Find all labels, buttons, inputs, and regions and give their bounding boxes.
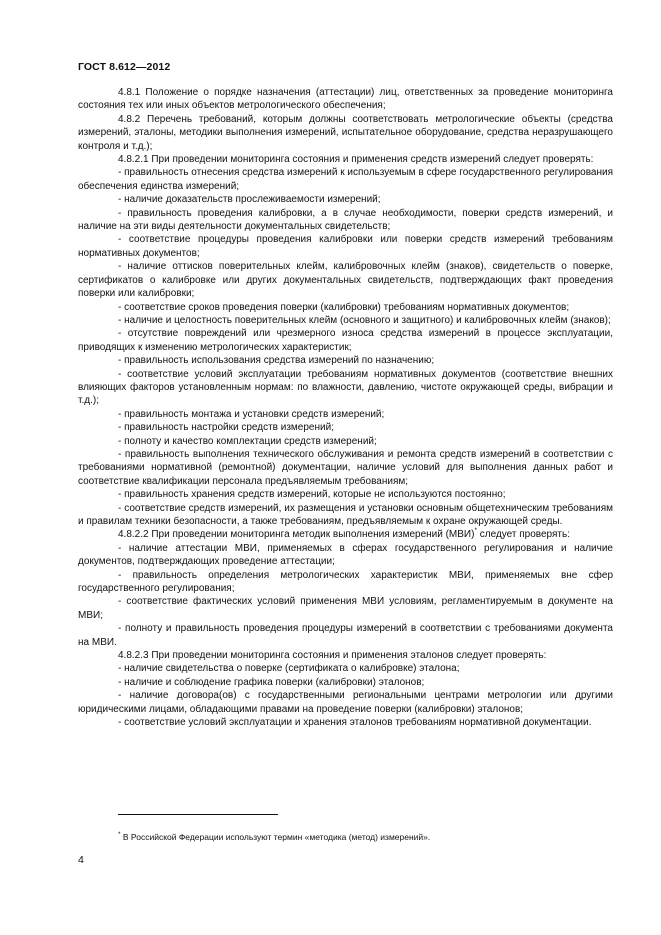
list-item: - наличие и соблюдение графика поверки (калибровки) эталонов; [118, 676, 425, 688]
paragraph-mvi-end: следует проверять: [476, 529, 570, 541]
list-item: - соответствие сроков проведения поверки (калибровки) требованиям нормативных документов; [118, 301, 570, 313]
document-header: ГОСТ 8.612—2012 [78, 61, 171, 73]
footnote [118, 829, 430, 843]
page-number: 4 [78, 854, 84, 866]
list-item: - правильность отнесения средства измерений к используемым в сфере государственного регулирования обеспечения единства измерений; [78, 167, 613, 192]
footnote-divider [118, 814, 278, 815]
paragraph: 4.8.2.3 При проведении мониторинга состояния и применения эталонов следует проверять: [118, 650, 547, 662]
footnote-text: В Российской Федерации используют термин «методика (метод) измерений». [120, 831, 431, 842]
list-item: - правильность выполнения технического обслуживания и ремонта средств измерений в соответствии с требованиями нормативной (ремонтной) документации, наличие условий для выполнения данных работ и соответствие квалификации персонала предъявляемым требованиям; [78, 448, 613, 487]
list-item: - правильность определения метрологических характеристик МВИ, применяемых вне сфер государственного регулирования; [78, 569, 613, 595]
footnote-mark: * [118, 831, 121, 838]
list-item: - наличие доказательств прослеживаемости измерений; [118, 194, 381, 206]
list-item: - соответствие средств измерений, их размещения и установки основным общетехническим требованиям и правилам техники безопасности, а также требованиям, предъявляемым к охране окружающей среды. [78, 502, 613, 527]
list-item: - наличие и целостность поверительных клейм (основного и защитного) и калибровочных клейм (знаков); [118, 314, 611, 326]
paragraph: 4.8.1 Положение о порядке назначения (аттестации) лиц, ответственных за проведение мониторинга состояния тех или иных объектов метрологического обеспечения; [78, 87, 613, 112]
list-item: - отсутствие повреждений или чрезмерного износа средства измерений в процессе эксплуатации, приводящих к изменению метрологических характеристик; [78, 328, 613, 353]
list-item: - наличие свидетельства о поверке (сертификата о калибровке) эталона; [118, 663, 460, 675]
main-text [78, 86, 613, 730]
paragraph: 4.8.2 Перечень требований, которым должны соответствовать метрологические объекты (средства измерений, эталоны, методики выполнения измерений, испытательное оборудование, средства неразрушающего контроля и т.д.); [78, 113, 613, 152]
list-item: - полноту и правильность проведения процедуры измерений в соответствии с требованиями документа на МВИ. [78, 623, 613, 648]
paragraph: 4.8.2.1 При проведении мониторинга состояния и применения средств измерений следует проверять: [118, 154, 594, 166]
list-item: - правильность настройки средств измерений; [118, 422, 334, 434]
list-item: - соответствие фактических условий применения МВИ условиям, регламентируемым в документе на МВИ; [78, 596, 613, 621]
list-item: - правильность хранения средств измерений, которые не используются постоянно; [118, 489, 506, 501]
list-item: - соответствие условий эксплуатации и хранения эталонов требованиям нормативной документации. [118, 717, 592, 729]
list-item: - правильность монтажа и установки средств измерений; [118, 408, 385, 420]
list-item: - правильность проведения калибровки, а в случае необходимости, поверки средств измерений, и наличие на эти виды деятельности документальных свидетельств; [78, 207, 613, 233]
footnote-reference[interactable]: * [474, 527, 477, 535]
list-item: - наличие оттисков поверительных клейм, калибровочных клейм (знаков), свидетельств о поверке, сертификатов о калибровке или других документальных свидетельств, подтверждающих факт проведения поверки или калибровки; [78, 261, 613, 300]
list-item: - правильность использования средства измерений по назначению; [118, 355, 435, 367]
list-item: - наличие договора(ов) с государственными региональными центрами метрологии или другими юридическими лицами, обладающими правами на проведение поверки (калибровки) эталонов; [78, 690, 613, 715]
paragraph-mvi-start: 4.8.2.2 При проведении мониторинга методик выполнения измерений (МВИ) [118, 529, 475, 541]
list-item: - наличие аттестации МВИ, применяемых в сферах государственного регулирования и наличие документов, подтверждающих проведение аттестации; [78, 542, 613, 568]
paragraph-mvi [78, 528, 613, 541]
list-item: - полноту и качество комплектации средств измерений; [118, 435, 377, 447]
list-item: - соответствие процедуры проведения калибровки или поверки средств измерений требованиям нормативных документов; [78, 234, 613, 259]
list-item: - соответствие условий эксплуатации требованиям нормативных документов (соответствие внешних влияющих факторов установленным нормам: по влажности, давлению, чистоте окружающей среды, вибрации и т.д.); [78, 368, 613, 407]
